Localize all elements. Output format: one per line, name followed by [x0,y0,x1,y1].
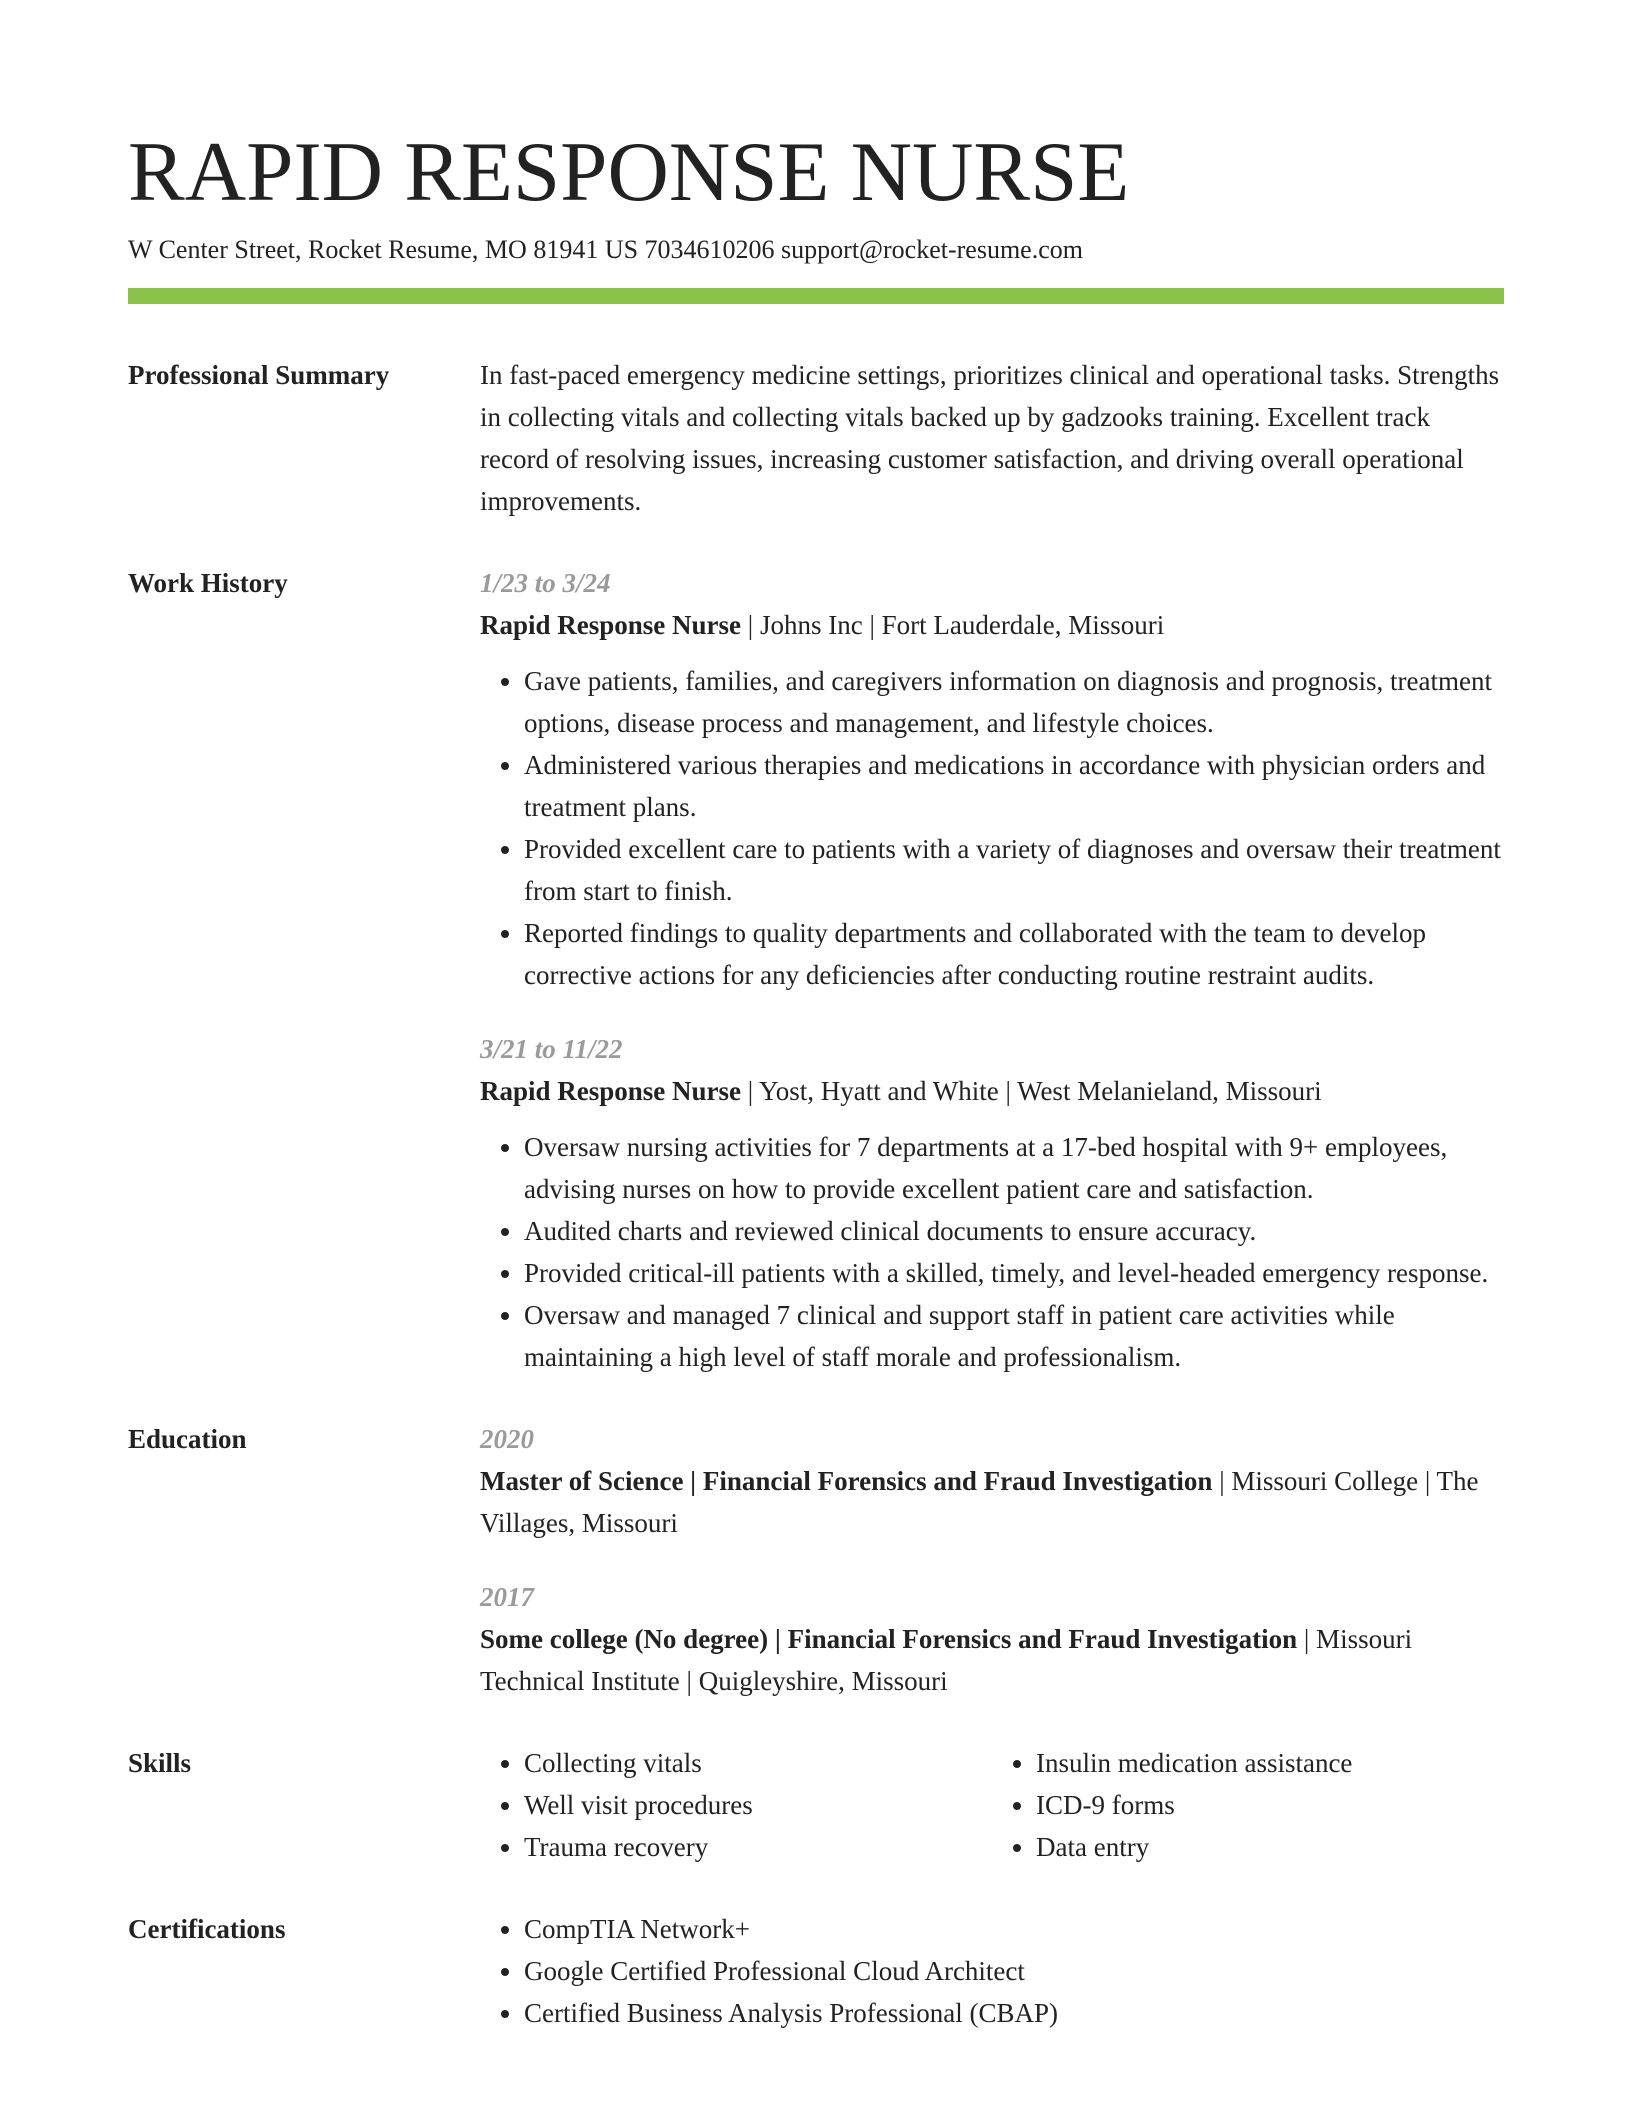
list-item: • Google Certified Professional Cloud Architect [524,1950,1504,1992]
list-item: • Trauma recovery [524,1826,992,1868]
section-label: Work History [128,568,288,598]
job-title: Rapid Response Nurse [480,1076,742,1106]
skills-list-left [480,1742,992,1868]
education-date: 2020 [480,1424,534,1454]
education-degree: Some college (No degree) | Financial Forensics and Fraud Investigation [480,1624,1298,1654]
job-details: | Yost, Hyatt and White | West Melanieland, Missouri [741,1076,1322,1106]
list-item: • Provided critical-ill patients with a skilled, timely, and level-headed emergency response. [524,1252,1504,1294]
skills-content [480,1742,1504,1868]
work-history-content [480,562,1504,1378]
education-line [480,1460,1504,1544]
list-item: • Well visit procedures [524,1784,992,1826]
job-entry [480,1028,1504,1378]
skills-section [128,1742,1504,1868]
skills-list-right [992,1742,1504,1868]
list-item: • Audited charts and reviewed clinical documents to ensure accuracy. [524,1210,1504,1252]
section-label: Professional Summary [128,360,390,390]
list-item: • CompTIA Network+ [524,1908,1504,1950]
job-date: 1/23 to 3/24 [480,568,611,598]
education-section [128,1418,1504,1702]
job-role [480,604,1504,646]
list-item: • Insulin medication assistance [1036,1742,1504,1784]
job-date: 3/21 to 11/22 [480,1034,623,1064]
summary-content [480,354,1504,522]
job-entry [480,562,1504,996]
education-entry [480,1576,1504,1702]
job-role [480,1070,1504,1112]
section-label: Education [128,1424,247,1454]
education-details: | Missouri College | The Villages, Missouri [480,1466,1479,1538]
section-label: Skills [128,1748,192,1778]
list-item: • Administered various therapies and medications in accordance with physician orders and treatment plans. [524,744,1504,828]
list-item: • Data entry [1036,1826,1504,1868]
section-label: Certifications [128,1914,286,1944]
work-history-section [128,562,1504,1378]
resume-page [128,0,1504,2034]
job-title: Rapid Response Nurse [480,610,742,640]
list-item: • Collecting vitals [524,1742,992,1784]
list-item: • ICD-9 forms [1036,1784,1504,1826]
summary-section [128,354,1504,522]
contact-line: W Center Street, Rocket Resume, MO 81941 US 7034610206 support@rocket-resume.com [128,235,1083,264]
education-line [480,1618,1504,1702]
education-date: 2017 [480,1582,534,1612]
list-item: • Reported findings to quality departments and collaborated with the team to develop corrective actions for any deficiencies after conducting routine restraint audits. [524,912,1504,996]
certifications-section [128,1908,1504,2034]
list-item: • Gave patients, families, and caregivers information on diagnosis and prognosis, treatment options, disease process and management, and lifestyle choices. [524,660,1504,744]
education-content [480,1418,1504,1702]
job-details: | Johns Inc | Fort Lauderdale, Missouri [741,610,1165,640]
certifications-content [480,1908,1504,2034]
education-entry [480,1418,1504,1544]
education-details: | Missouri Technical Institute | Quigleyshire, Missouri [480,1624,1413,1696]
job-bullets [480,1126,1504,1378]
accent-divider [128,288,1504,304]
certifications-list [480,1908,1504,2034]
page-title: RAPID RESPONSE NURSE [128,125,1130,219]
list-item: • Certified Business Analysis Professional (CBAP) [524,1992,1504,2034]
list-item: • Provided excellent care to patients with a variety of diagnoses and oversaw their treatment from start to finish. [524,828,1504,912]
list-item: • Oversaw nursing activities for 7 departments at a 17-bed hospital with 9+ employees, advising nurses on how to provide excellent patient care and satisfaction. [524,1126,1504,1210]
list-item: • Oversaw and managed 7 clinical and support staff in patient care activities while maintaining a high level of staff morale and professionalism. [524,1294,1504,1378]
summary-text: In fast-paced emergency medicine settings, prioritizes clinical and operational tasks. Strengths in collecting vitals and collecting vitals backed up by gadzooks training. Excellent track record of resolving issues, increasing customer satisfaction, and driving overall operational improvements. [480,360,1500,516]
job-bullets [480,660,1504,996]
education-degree: Master of Science | Financial Forensics and Fraud Investigation [480,1466,1213,1496]
